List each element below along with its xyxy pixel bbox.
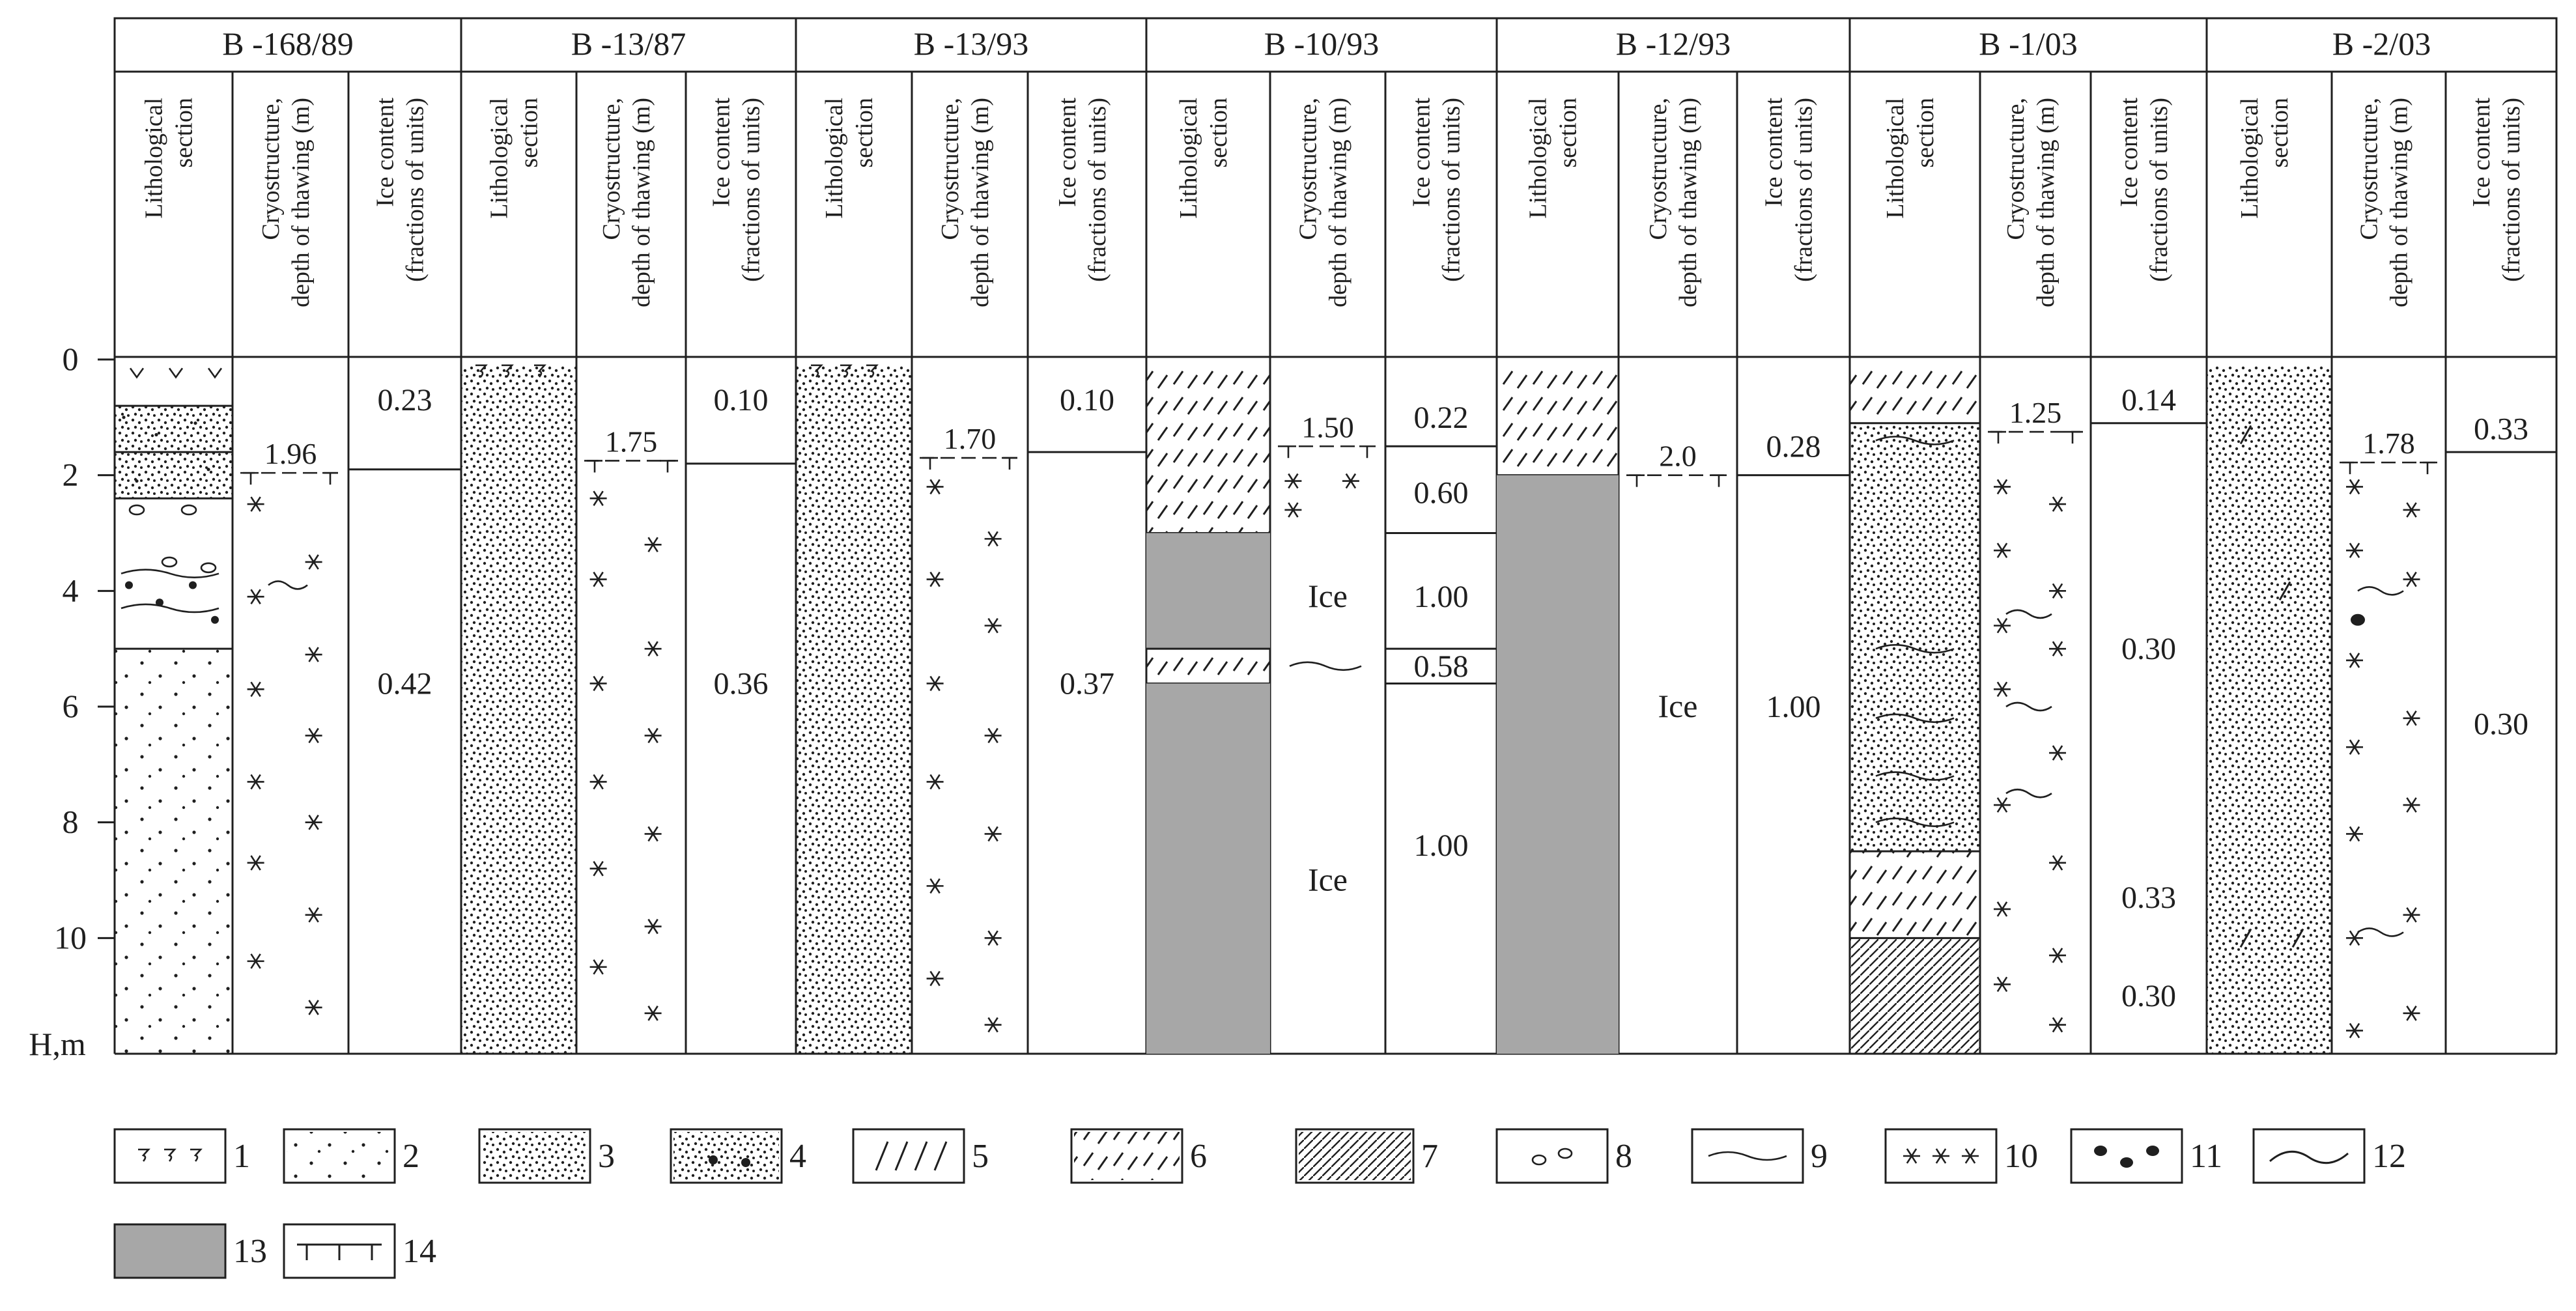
loam-layer	[1146, 649, 1270, 683]
asterisk-icon	[2049, 1018, 2066, 1032]
thaw-tick-icon	[1990, 432, 2006, 444]
legend-fill	[482, 1132, 587, 1180]
peat-glyph	[138, 1149, 149, 1161]
loam-layer	[1146, 365, 1270, 533]
asterisk-icon	[2403, 1006, 2420, 1021]
column-header-cryo: depth of thawing (m)	[287, 98, 315, 307]
hatch-stroke	[935, 1142, 946, 1170]
lithology-layer	[1146, 365, 1270, 533]
thaw-tick-icon	[587, 460, 602, 472]
asterisk-icon	[248, 774, 264, 789]
tilde-icon	[2270, 1151, 2348, 1163]
legend-number: 3	[598, 1138, 615, 1175]
column-header-ice: (fractions of units)	[1437, 98, 1465, 282]
wavy-line-icon	[121, 604, 219, 612]
asterisk-icon	[248, 589, 264, 604]
asterisk-icon	[927, 971, 944, 985]
wavy-line-icon	[2006, 789, 2052, 797]
ice-content-value: 0.42	[377, 666, 432, 701]
thaw-tick-icon	[2065, 432, 2080, 444]
gravel-icon	[125, 581, 133, 589]
gravel-icon	[189, 581, 197, 589]
asterisk-icon	[1994, 543, 2011, 557]
dense-sand-layer	[461, 365, 576, 1054]
asterisk-icon	[2049, 948, 2066, 963]
borehole-title: B -12/93	[1615, 25, 1731, 62]
sand-dot	[193, 421, 197, 425]
legend-number: 9	[1811, 1138, 1828, 1175]
column-header-ice: (fractions of units)	[1790, 98, 1818, 282]
asterisk-icon	[645, 826, 662, 841]
column-header-litho: Lithological	[1175, 98, 1202, 219]
ice-layer	[1497, 475, 1619, 1054]
thaw-tick-icon	[2342, 462, 2358, 474]
asterisk-icon	[1994, 798, 2011, 812]
axis-tick-label: 4	[62, 572, 79, 609]
asterisk-icon	[2346, 543, 2363, 557]
loam-layer	[1850, 851, 1980, 938]
pebble-icon	[1533, 1155, 1546, 1164]
legend-number: 12	[2372, 1138, 2406, 1175]
legend-swatch-ice-lenses	[2071, 1129, 2182, 1183]
legend-number: 7	[1421, 1138, 1438, 1175]
peat-glyph	[169, 368, 182, 377]
ice-content-value: 1.00	[1413, 828, 1469, 864]
gravel-icon	[709, 1155, 718, 1164]
sand-dot	[154, 433, 158, 436]
asterisk-icon	[985, 1018, 1002, 1032]
wavy-line-icon	[1290, 662, 1361, 670]
asterisk-icon	[1994, 682, 2011, 696]
asterisk-icon	[305, 815, 322, 830]
borehole-title: B -13/93	[913, 25, 1029, 62]
lithology-layer	[1850, 423, 1980, 851]
asterisk-icon	[985, 931, 1002, 945]
loam-layer	[1850, 365, 1980, 423]
column-header-cryo: depth of thawing (m)	[2032, 98, 2059, 307]
asterisk-icon	[248, 682, 264, 696]
asterisk-icon	[1994, 479, 2011, 494]
asterisk-icon	[2346, 826, 2363, 841]
asterisk-icon	[927, 479, 944, 494]
ice-lens-icon	[2351, 614, 2365, 626]
axis-tick-label: 8	[62, 803, 79, 840]
pebble-icon	[182, 505, 196, 515]
asterisk-icon	[248, 497, 264, 511]
legend-fill	[1299, 1132, 1411, 1180]
column-header-cryo: depth of thawing (m)	[967, 98, 994, 307]
column-header-ice: (fractions of units)	[401, 98, 429, 282]
asterisk-icon	[2403, 503, 2420, 517]
column-header-cryo: depth of thawing (m)	[2385, 98, 2413, 307]
asterisk-icon	[927, 774, 944, 789]
asterisk-icon	[645, 641, 662, 656]
peat-icon	[190, 1149, 201, 1161]
legend-swatch-diagonal-hatching	[1296, 1129, 1413, 1183]
column-header-ice: Ice content	[707, 98, 735, 207]
legend-swatch-peat	[115, 1129, 225, 1183]
wavy-line-icon	[268, 581, 307, 589]
lithology-layer	[1146, 533, 1270, 649]
asterisk-icon	[1342, 474, 1359, 488]
asterisk-icon	[1994, 977, 2011, 991]
legend-swatch-box	[853, 1129, 964, 1183]
asterisk-icon	[1284, 503, 1301, 517]
asterisk-icon	[590, 676, 607, 690]
asterisk-icon	[645, 537, 662, 552]
ice-content-value: 1.00	[1766, 690, 1821, 724]
column-header-cryo: depth of thawing (m)	[628, 98, 655, 307]
asterisk-icon	[590, 572, 607, 587]
asterisk-icon	[2346, 653, 2363, 668]
peat-glyph	[190, 1149, 201, 1161]
thaw-tick-icon	[1629, 475, 1645, 487]
ice-content-value: 0.10	[713, 383, 769, 418]
ice-content-value: 0.10	[1060, 383, 1114, 418]
legend-number: 5	[972, 1138, 989, 1175]
legend-number: 10	[2004, 1138, 2038, 1175]
asterisk-icon	[2346, 740, 2363, 754]
ice-label: Ice	[1307, 861, 1348, 898]
clay-layer	[1850, 938, 1980, 1054]
legend-number: 1	[233, 1138, 250, 1175]
ice-lens-icon	[2146, 1146, 2159, 1156]
asterisk-icon	[305, 555, 322, 569]
column-header-ice: Ice content	[1054, 98, 1081, 207]
asterisk-icon	[248, 954, 264, 968]
asterisk-icon	[2049, 746, 2066, 760]
asterisk-icon	[1962, 1149, 1979, 1163]
column-header-cryo: Cryostructure,	[598, 98, 625, 240]
borehole-title: B -2/03	[2332, 25, 2431, 62]
asterisk-icon	[590, 774, 607, 789]
asterisk-icon	[927, 676, 944, 690]
column-header-litho: section	[2266, 98, 2293, 168]
column-header-cryo: Cryostructure,	[2002, 98, 2030, 240]
pebble-icon	[201, 563, 216, 572]
borehole-title: B -168/89	[222, 25, 354, 62]
column-header-cryo: depth of thawing (m)	[1324, 98, 1352, 307]
legend-swatch-ice-grey	[115, 1224, 225, 1278]
asterisk-icon	[2403, 798, 2420, 812]
legend-number: 14	[403, 1233, 436, 1270]
column-header-ice: (fractions of units)	[2498, 98, 2525, 282]
asterisk-icon	[1284, 474, 1301, 488]
asterisk-icon	[1994, 902, 2011, 916]
asterisk-icon	[2346, 479, 2363, 494]
asterisk-icon	[305, 728, 322, 742]
asterisk-icon	[927, 879, 944, 893]
thaw-depth-label: 1.75	[604, 425, 658, 458]
thaw-tick-icon	[2420, 462, 2435, 474]
ice-content-value: 0.14	[2121, 383, 2176, 418]
asterisk-icon	[985, 619, 1002, 633]
column-header-litho: Lithological	[1882, 98, 1909, 219]
lithology-layer	[1850, 851, 1980, 938]
lithology-layer	[1850, 365, 1980, 423]
column-header-cryo: depth of thawing (m)	[1675, 98, 1702, 307]
column-header-litho: section	[851, 98, 878, 168]
thaw-tick-icon	[243, 473, 259, 485]
axis-tick-label: 0	[62, 341, 79, 377]
dense-sand-layer	[796, 365, 912, 1054]
legend-number: 8	[1615, 1138, 1632, 1175]
thaw-tick-icon	[1002, 458, 1017, 470]
thaw-depth-label: 1.25	[2009, 396, 2062, 430]
ice-lens-icon	[2094, 1146, 2107, 1156]
ice-content-value: 0.33	[2121, 881, 2176, 916]
pebble-icon	[130, 505, 144, 515]
asterisk-icon	[2403, 711, 2420, 726]
legend-swatch-box	[2071, 1129, 2182, 1183]
asterisk-icon	[1903, 1149, 1920, 1163]
ice-content-value: 0.22	[1413, 400, 1469, 435]
ice-label: Ice	[1307, 578, 1348, 615]
ice-lens-icon	[2120, 1157, 2133, 1168]
asterisk-icon	[590, 862, 607, 876]
ice-content-value: 0.30	[2121, 632, 2176, 667]
gravel-icon	[211, 616, 219, 624]
ice-layer	[1146, 533, 1270, 649]
hatch-stroke	[876, 1142, 888, 1170]
legend-swatch-wavy-lines	[1692, 1129, 1803, 1183]
thaw-depth-label: 1.96	[264, 437, 317, 471]
ice-label: Ice	[1658, 688, 1698, 724]
asterisk-icon	[645, 1006, 662, 1021]
legend-swatch-box	[115, 1224, 225, 1278]
legend-swatch-dense-dots	[479, 1129, 590, 1183]
asterisk-icon	[2049, 641, 2066, 656]
wavy-line-icon	[2358, 587, 2403, 595]
asterisk-icon	[1994, 619, 2011, 633]
peat-glyph	[164, 1149, 175, 1161]
thaw-tick-icon	[1359, 446, 1375, 458]
axis-tick-label: 10	[54, 919, 87, 956]
thaw-depth-label: 1.78	[2362, 427, 2415, 460]
column-header-litho: Lithological	[2236, 98, 2263, 219]
ice-content-value: 0.30	[2121, 979, 2176, 1014]
column-header-litho: Lithological	[1524, 98, 1552, 219]
column-header-cryo: Cryostructure,	[2355, 98, 2383, 240]
column-header-ice: Ice content	[1760, 98, 1788, 207]
legend-fill	[673, 1132, 779, 1180]
ice-content-value: 0.33	[2474, 412, 2528, 447]
thaw-depth-label: 1.50	[1301, 410, 1354, 444]
pebble-icon	[162, 557, 177, 567]
column-header-litho: section	[515, 98, 543, 168]
column-header-litho: section	[1912, 98, 1939, 168]
legend-number: 2	[403, 1138, 419, 1175]
legend-swatch-pebbles	[1497, 1129, 1607, 1183]
asterisk-icon	[590, 491, 607, 505]
column-header-litho: Lithological	[485, 98, 513, 219]
column-header-litho: Lithological	[140, 98, 168, 219]
dense-sand-layer	[1850, 423, 1980, 851]
legend-swatch-dashed-hatching	[1071, 1129, 1182, 1183]
column-header-ice: (fractions of units)	[737, 98, 765, 282]
asterisk-icon	[2403, 572, 2420, 587]
legend-fill	[1074, 1132, 1180, 1180]
thaw-tick-icon	[660, 460, 675, 472]
legend-swatch-box	[1497, 1129, 1607, 1183]
legend-swatch-asterisks	[1886, 1129, 1996, 1183]
legend-number: 11	[2190, 1138, 2223, 1175]
legend-swatch-sparse-dots	[284, 1129, 395, 1183]
column-header-ice: (fractions of units)	[1084, 98, 1111, 282]
peat-glyph	[130, 368, 143, 377]
dense-sand-layer	[2207, 365, 2332, 1054]
asterisk-icon	[2403, 908, 2420, 922]
column-header-ice: Ice content	[1408, 98, 1436, 207]
sand-dot	[206, 468, 210, 471]
pebble-icon	[1559, 1149, 1572, 1158]
column-header-litho: Lithological	[821, 98, 848, 219]
thaw-tick-icon	[1281, 446, 1296, 458]
lithology-layer	[796, 365, 912, 1054]
asterisk-icon	[645, 920, 662, 934]
asterisk-icon	[248, 856, 264, 870]
thaw-depth-label: 1.70	[943, 422, 997, 456]
lithology-layer	[1146, 649, 1270, 683]
axis-unit-label: H,m	[29, 1026, 86, 1062]
sand-dot	[135, 479, 138, 483]
asterisk-icon	[305, 647, 322, 662]
legend-swatch-thaw-boundary	[284, 1224, 395, 1278]
ice-content-value: 0.37	[1060, 666, 1114, 701]
asterisk-icon	[927, 572, 944, 587]
column-header-litho: section	[170, 98, 198, 168]
thaw-tick-icon	[922, 458, 938, 470]
column-header-cryo: Cryostructure,	[937, 98, 964, 240]
legend-fill	[287, 1132, 392, 1180]
lithology-layer	[1850, 938, 1980, 1054]
asterisk-icon	[645, 728, 662, 742]
wavy-line-icon	[2006, 703, 2052, 711]
ice-content-value: 0.36	[713, 666, 769, 701]
thaw-depth-label: 2.0	[1659, 439, 1697, 473]
sparse-sand-layer	[115, 649, 233, 1054]
ice-content-value: 0.60	[1413, 475, 1469, 511]
borehole-title: B -13/87	[571, 25, 686, 62]
column-header-litho: section	[1554, 98, 1582, 168]
asterisk-icon	[985, 531, 1002, 546]
legend-number: 4	[789, 1138, 806, 1175]
asterisk-icon	[305, 908, 322, 922]
lithology-layer	[115, 649, 233, 1054]
hatch-stroke	[915, 1142, 927, 1170]
lithology-layer	[461, 365, 576, 1054]
axis-tick-label: 2	[62, 456, 79, 493]
legend-swatch-wavy-hatching	[853, 1129, 964, 1183]
ice-content-value: 0.30	[2474, 707, 2528, 742]
gravel-icon	[741, 1158, 750, 1167]
borehole-title: B -1/03	[1979, 25, 2078, 62]
wavy-line-icon	[2006, 610, 2052, 618]
legend-number: 6	[1190, 1138, 1207, 1175]
column-header-ice: Ice content	[371, 98, 399, 207]
column-header-litho: section	[1205, 98, 1232, 168]
asterisk-icon	[590, 960, 607, 974]
borehole-title: B -10/93	[1264, 25, 1380, 62]
asterisk-icon	[305, 1000, 322, 1015]
column-header-cryo: Cryostructure,	[1294, 98, 1322, 240]
ice-layer	[1146, 683, 1270, 1054]
asterisk-icon	[2049, 584, 2066, 598]
asterisk-icon	[1932, 1149, 1949, 1163]
legend-number: 13	[233, 1233, 267, 1270]
legend-swatch-tilde-lines	[2254, 1129, 2364, 1183]
peat-icon	[164, 1149, 175, 1161]
ice-content-value: 0.28	[1766, 429, 1821, 464]
asterisk-icon	[2346, 1023, 2363, 1037]
lithology-layer	[1497, 475, 1619, 1054]
asterisk-icon	[2049, 497, 2066, 511]
column-header-cryo: Cryostructure,	[1645, 98, 1672, 240]
thaw-tick-icon	[322, 473, 338, 485]
asterisk-icon	[985, 728, 1002, 742]
wavy-line-icon	[2358, 928, 2403, 936]
loam-layer	[1497, 365, 1619, 475]
peat-icon	[138, 1149, 149, 1161]
asterisk-icon	[2049, 856, 2066, 870]
lithology-layer	[2207, 365, 2332, 1054]
asterisk-icon	[985, 826, 1002, 841]
hatch-stroke	[896, 1142, 907, 1170]
asterisk-icon	[2346, 931, 2363, 945]
column-header-ice: Ice content	[2468, 98, 2495, 207]
ice-content-value: 0.58	[1413, 649, 1469, 684]
peat-glyph	[208, 368, 221, 377]
column-header-cryo: Cryostructure,	[257, 98, 285, 240]
legend-swatch-dots-with-gravel	[671, 1129, 782, 1183]
axis-tick-label: 6	[62, 688, 79, 724]
lithology-layer	[1497, 365, 1619, 475]
column-header-ice: (fractions of units)	[2145, 98, 2173, 282]
thaw-tick-icon	[1711, 475, 1727, 487]
sand-dot	[122, 416, 125, 419]
legend-swatch-box	[2254, 1129, 2364, 1183]
ice-content-value: 1.00	[1413, 580, 1469, 615]
ice-content-value: 0.23	[377, 383, 432, 418]
wavy-line-icon	[1708, 1152, 1787, 1160]
lithology-layer	[1146, 683, 1270, 1054]
column-header-ice: Ice content	[2116, 98, 2143, 207]
